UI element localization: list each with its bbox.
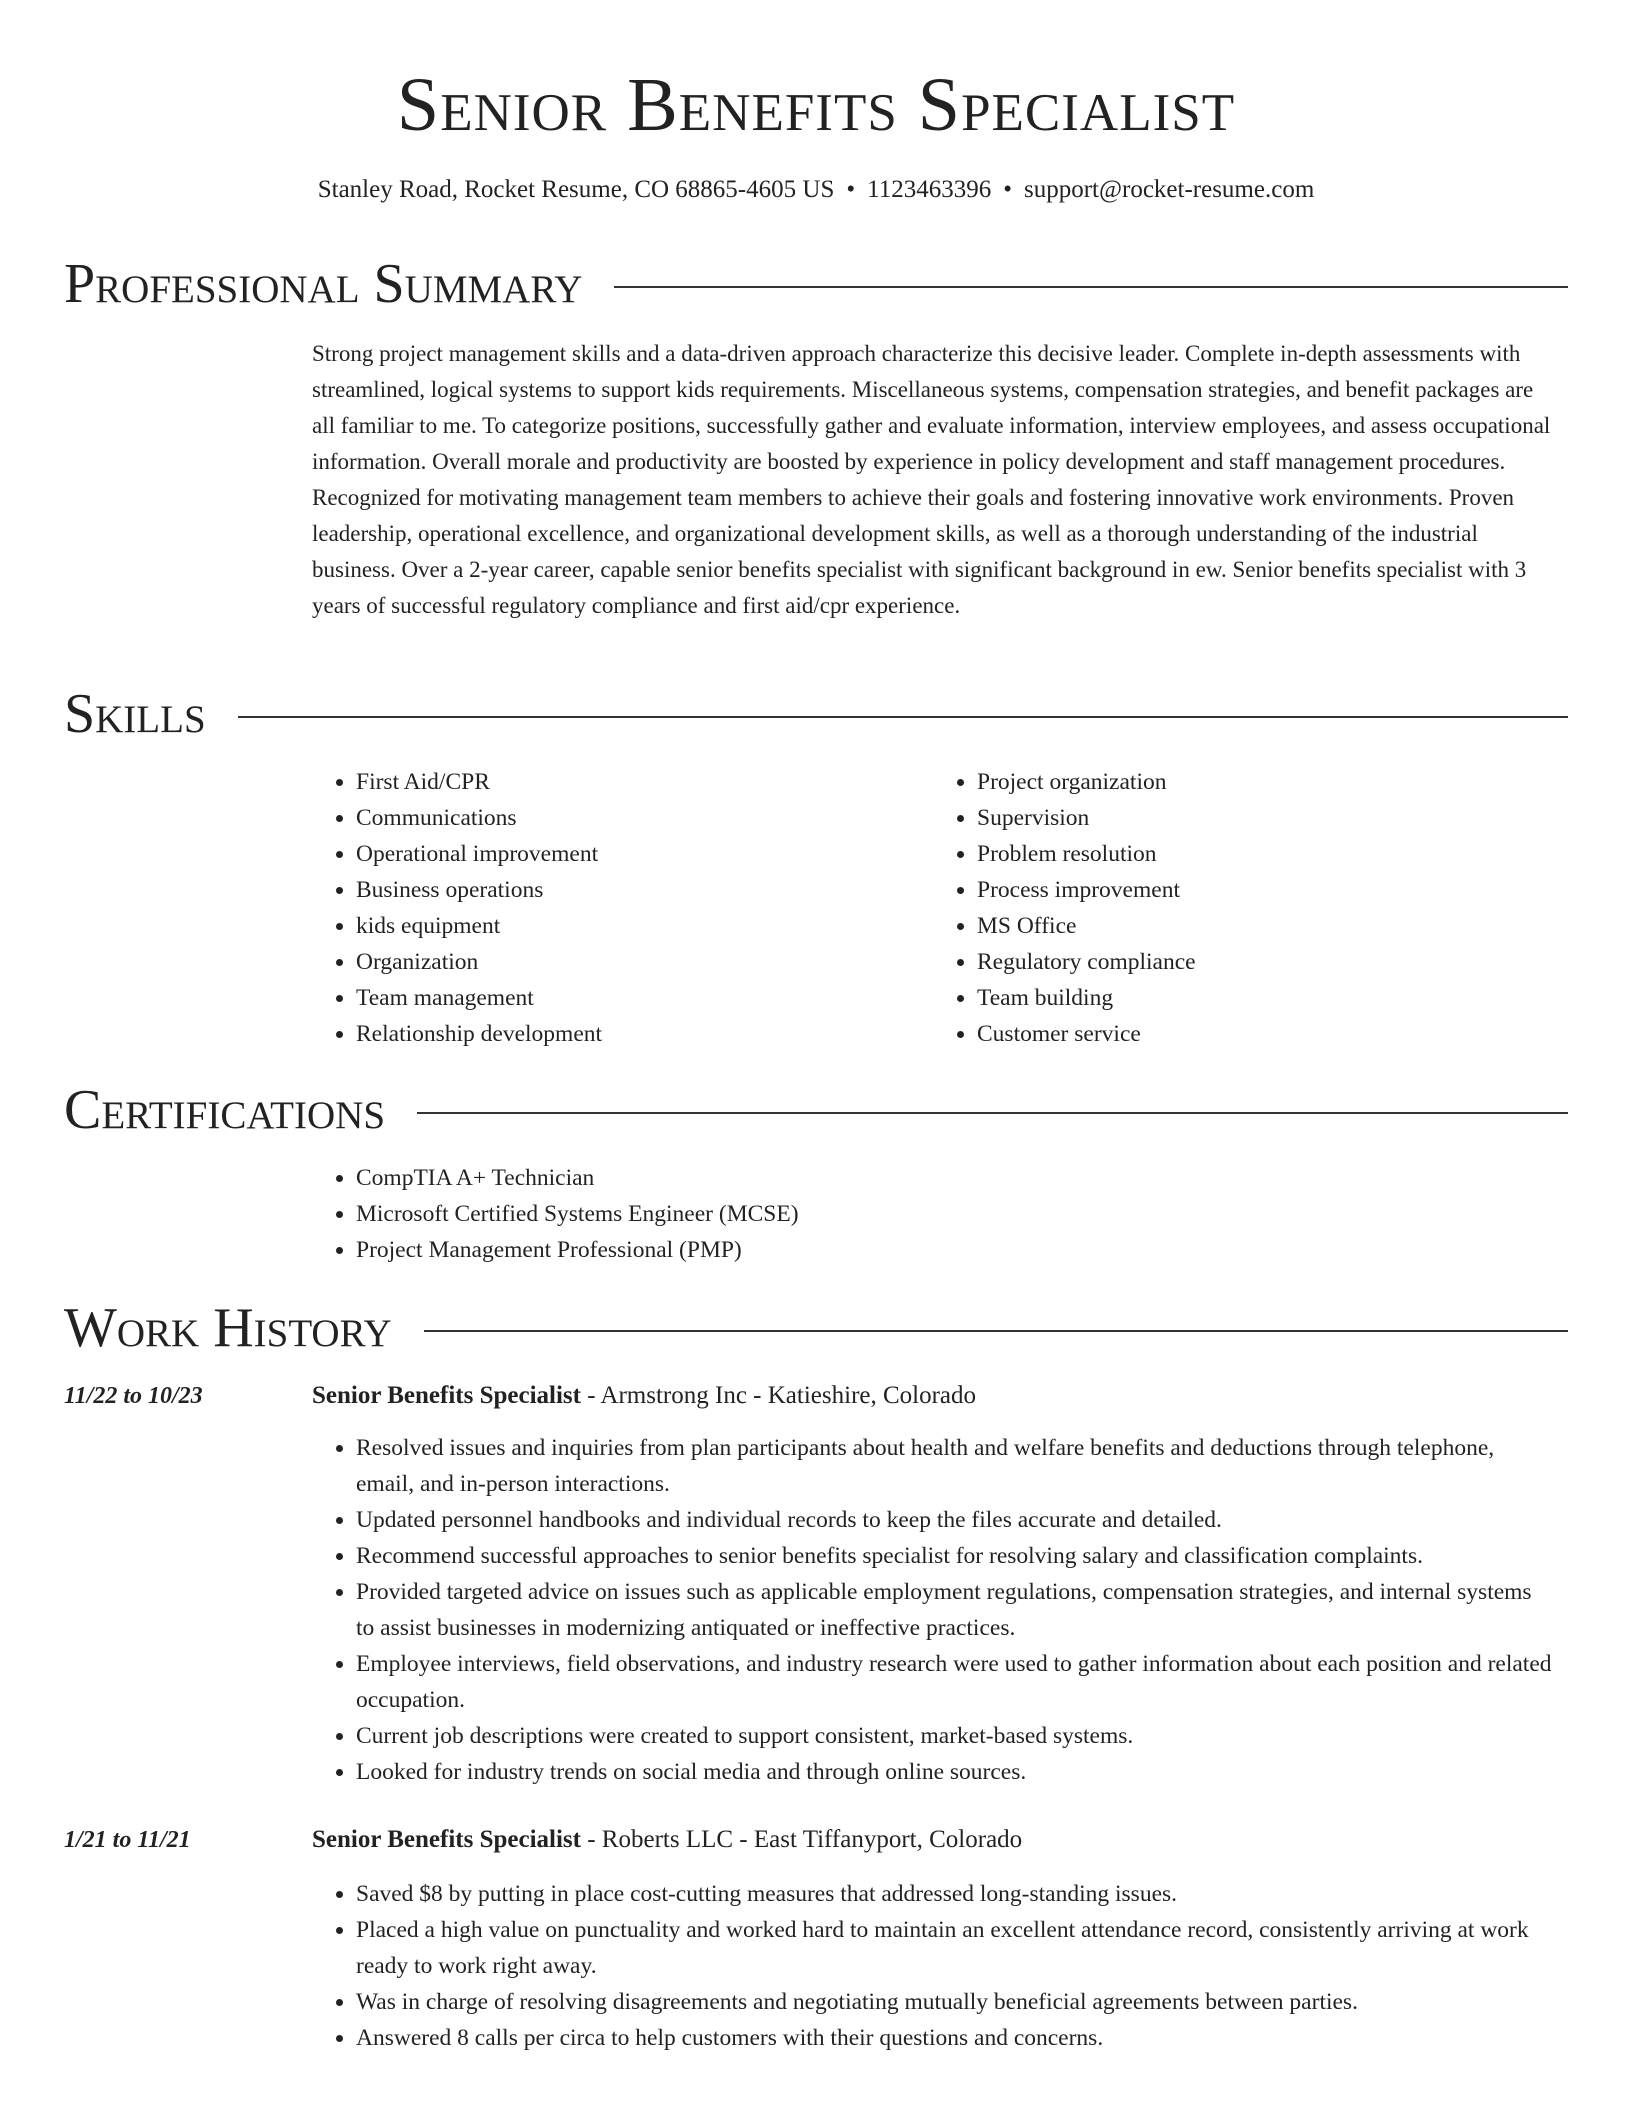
job-responsibilities — [312, 1430, 1554, 1790]
contact-email: support@rocket-resume.com — [1023, 176, 1315, 203]
skills-section-header — [64, 682, 1568, 746]
skill-item: • Problem resolution — [977, 836, 1554, 872]
skills-list — [312, 764, 1554, 1052]
summary-body — [312, 336, 1554, 624]
skills-heading: Skills — [64, 683, 206, 745]
job-responsibilities — [312, 1876, 1554, 2056]
job-bullet: • Was in charge of resolving disagreements and negotiating mutually beneficial agreements between parties. — [356, 1984, 1554, 2020]
skill-item: • Team building — [977, 980, 1554, 1016]
skill-item: • Regulatory compliance — [977, 944, 1554, 980]
contact-address: Stanley Road, Rocket Resume, CO 68865-4605 US — [317, 176, 835, 203]
skill-item: • Relationship development — [356, 1016, 933, 1052]
job-bullet: • Saved $8 by putting in place cost-cutting measures that addressed long-standing issues. — [356, 1876, 1554, 1912]
skills-column-right — [933, 764, 1554, 1052]
resume-name: Senior Benefits Specialist — [396, 63, 1236, 147]
job-title: Senior Benefits Specialist — [312, 1826, 581, 1853]
work-history-section-header — [64, 1296, 1568, 1360]
job-heading — [312, 1822, 1554, 1858]
job-bullet: • Employee interviews, field observations, and industry research were used to gather information about each position and related occupation. — [356, 1646, 1554, 1718]
skill-item: • MS Office — [977, 908, 1554, 944]
contact-phone: 1123463396 — [867, 176, 992, 203]
certifications-heading: Certifications — [64, 1079, 386, 1141]
work-history-heading: Work History — [64, 1297, 392, 1359]
section-divider — [238, 716, 1568, 718]
job-dates: 1/21 to 11/21 — [64, 1827, 191, 1853]
skill-item: • Customer service — [977, 1016, 1554, 1052]
job-bullet: • Looked for industry trends on social media and through online sources. — [356, 1754, 1554, 1790]
certifications-section-header — [64, 1078, 1568, 1142]
skill-item: • Business operations — [356, 872, 933, 908]
contact-separator: • — [846, 176, 856, 203]
skills-column-left — [312, 764, 933, 1052]
summary-text: Strong project management skills and a data-driven approach characterize this decisive leader. Complete in-depth assessments with streamlined, logical systems to support kids requirements. Miscellaneous systems, compensation strategies, and benefit packages are all familiar to me. To categorize positions, successfully gather and evaluate information, interview employees, and assess occupational information. Overall morale and productivity are boosted by experience in policy development and staff management procedures. Recognized for motivating management team members to achieve their goals and fostering innovative work environments. Proven leadership, operational excellence, and organizational development skills, as well as a thorough understanding of the industrial business. Over a 2-year career, capable senior benefits specialist with significant background in ew. Senior benefits specialist with 3 years of successful regulatory compliance and first aid/cpr experience. — [312, 341, 1551, 618]
skill-item: • Communications — [356, 800, 933, 836]
job-heading — [312, 1378, 1554, 1414]
certifications-list — [312, 1160, 1554, 1268]
contact-line — [0, 172, 1632, 208]
skill-item: • Team management — [356, 980, 933, 1016]
certification-item: • CompTIA A+ Technician — [356, 1160, 1554, 1196]
skill-item: • Operational improvement — [356, 836, 933, 872]
contact-separator: • — [1003, 176, 1012, 203]
job-bullet: • Resolved issues and inquiries from plan participants about health and welfare benefits and deductions through telephone, email, and in-person interactions. — [356, 1430, 1554, 1502]
job-details: - Roberts LLC - East Tiffanyport, Colorado — [580, 1826, 1023, 1853]
job-bullet: • Recommend successful approaches to senior benefits specialist for resolving salary and classification complaints. — [356, 1538, 1554, 1574]
certifications-items — [312, 1160, 1554, 1268]
job-details: - Armstrong Inc - Katieshire, Colorado — [580, 1382, 977, 1409]
section-divider — [424, 1330, 1568, 1332]
skill-item: • Project organization — [977, 764, 1554, 800]
skill-item: • kids equipment — [356, 908, 933, 944]
job-bullet: • Updated personnel handbooks and individual records to keep the files accurate and detailed. — [356, 1502, 1554, 1538]
job-bullet: • Current job descriptions were created to support consistent, market-based systems. — [356, 1718, 1554, 1754]
job-bullet: • Placed a high value on punctuality and worked hard to maintain an excellent attendance record, consistently arriving at work ready to work right away. — [356, 1912, 1554, 1984]
certification-item: • Project Management Professional (PMP) — [356, 1232, 1554, 1268]
skill-item: • Supervision — [977, 800, 1554, 836]
section-divider — [614, 286, 1568, 288]
job-bullet: • Answered 8 calls per circa to help customers with their questions and concerns. — [356, 2020, 1554, 2056]
certification-item: • Microsoft Certified Systems Engineer (MCSE) — [356, 1196, 1554, 1232]
summary-section-header — [64, 252, 1568, 316]
skill-item: • Organization — [356, 944, 933, 980]
job-bullet: • Provided targeted advice on issues such as applicable employment regulations, compensation strategies, and internal systems to assist businesses in modernizing antiquated or ineffective practices. — [356, 1574, 1554, 1646]
section-divider — [417, 1112, 1568, 1114]
job-dates: 11/22 to 10/23 — [64, 1383, 203, 1409]
skill-item: • First Aid/CPR — [356, 764, 933, 800]
summary-heading: Professional Summary — [64, 253, 583, 315]
job-title: Senior Benefits Specialist — [312, 1382, 581, 1409]
skill-item: • Process improvement — [977, 872, 1554, 908]
